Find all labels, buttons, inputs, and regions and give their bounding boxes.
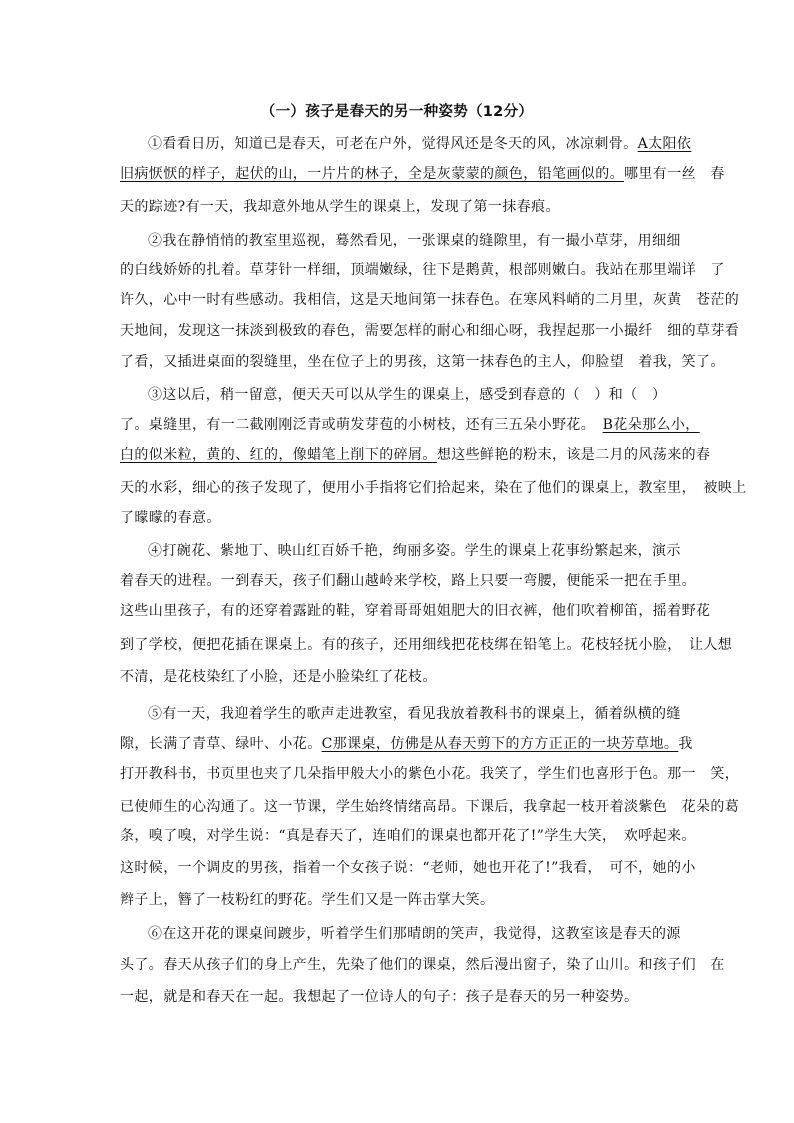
text-segment: ④打碗花、紫地丁、映山红百娇千艳，绚丽多姿。学生的课桌上花事纷繁起来，演示 — [148, 543, 681, 559]
text-segment: 我 — [678, 736, 693, 752]
text-segment: 了。桌缝里，有一二截刚刚泛青或萌发芽苞的小树枝，还有三五朵小野花。 — [120, 417, 603, 433]
underlined-segment: 旧病恹恹的样子，起伏的山，一片片的林子，全是灰蒙蒙的颜色，铅笔画似的。 — [120, 166, 624, 182]
text-segment: 了看，又插进桌面的裂缝里，坐在位子上的男孩，这第一抹春色的主人，仰脸望 着我，笑了。 — [120, 354, 725, 370]
text-segment: 不清，是花枝染红了小脸，还是小脸染红了花枝。 — [120, 669, 437, 685]
text-segment: 了曚曚的春意。 — [120, 510, 221, 526]
text-segment: 这些山里孩子，有的还穿着露趾的鞋，穿着哥哥姐姐肥大的旧衣裤，他们吹着柳笛，摇着野花 — [120, 603, 711, 619]
text-segment: 条，嗅了嗅，对学生说：“真是春天了，连咱们的课桌也都开花了!”学生大笑， 欢呼起来。 — [120, 828, 696, 844]
text-segment: 的白线娇娇的扎着。草芽针一样细，顶端嫩绿，往下是鹅黄，根部则嫩白。我站在那里端详 了 — [120, 262, 725, 278]
text-segment: 许久，心中一时有些感动。我相信，这是天地间第一抹春色。在寒风料峭的二月里，灰黄 苍茫的 — [120, 292, 740, 308]
text-line — [120, 445, 711, 465]
text-segment: 哪里有一丝 春 — [624, 166, 725, 182]
text-segment: ③这以后，稍一留意，便天天可以从学生的课桌上，感受到春意的（ ）和（ ） — [148, 387, 667, 403]
text-line — [148, 541, 680, 561]
text-segment: 辫子上，簪了一枝粉红的野花。学生们又是一阵击掌大笑。 — [120, 892, 495, 908]
text-line — [120, 508, 680, 528]
text-segment: 着春天的进程。一到春天，孩子们翻山越岭来学校，路上只要一弯腰，便能采一把在手里。 — [120, 573, 696, 589]
text-segment: 隙，长满了青草、绿叶、小花。 — [120, 736, 322, 752]
text-line — [148, 924, 680, 944]
text-line — [120, 571, 696, 591]
text-segment: 打开教科书，书页里也夹了几朵指甲般大小的紫色小花。我笑了，学生们也喜形于色。那一 笑， — [120, 766, 740, 782]
text-line — [120, 164, 725, 184]
text-segment: 天的踪迹?有一天，我却意外地从学生的课桌上，发现了第一抹春痕。 — [120, 199, 560, 215]
text-segment: ⑤有一天，我迎着学生的歌声走进教室，看见我放着教科书的课桌上，循着纵横的缝 — [148, 706, 681, 722]
underlined-segment: A太阳依 — [637, 136, 692, 152]
text-line — [120, 352, 725, 372]
text-line — [120, 826, 696, 846]
text-line — [148, 134, 692, 154]
text-line — [148, 231, 680, 251]
text-segment: ②我在静悄悄的教室里巡视，蓦然看见，一张课桌的缝隙里，有一撮小草芽，用细细 — [148, 233, 681, 249]
text-line — [120, 197, 680, 217]
text-line — [120, 890, 680, 910]
text-line — [120, 858, 696, 878]
text-segment: ⑥在这开花的课桌间踱步，听着学生们那晴朗的笑声，我觉得，这教室该是春天的源 — [148, 926, 681, 942]
text-line — [120, 667, 680, 687]
text-line — [120, 321, 740, 341]
text-line — [120, 478, 747, 498]
underlined-segment: B花朵那么小， — [602, 417, 700, 433]
article-title: （一）孩子是春天的另一种姿势（12分） — [260, 104, 534, 120]
text-line — [120, 635, 733, 655]
text-line — [120, 260, 725, 280]
text-segment: 一起，就是和春天在一起。我想起了一位诗人的句子：孩子是春天的另一种姿势。 — [120, 989, 639, 1005]
text-segment: 天的水彩，细心的孩子发现了，便用小手指将它们拾起来，染在了他们的课桌上，教室里， 被映上 — [120, 480, 747, 496]
text-segment: 头了。春天从孩子们的身上产生，先染了他们的课桌，然后漫出窗子，染了山川。和孩子们 在 — [120, 957, 725, 973]
text-line — [120, 955, 725, 975]
text-segment: 已使师生的心沟通了。这一节课，学生始终情绪高昂。下课后，我拿起一枝开着淡紫色 花朵的葛 — [120, 799, 740, 815]
text-line — [120, 797, 740, 817]
text-line — [120, 415, 700, 435]
text-line — [120, 734, 693, 754]
text-segment: ①看看日历，知道已是春天，可老在户外，觉得风还是冬天的风，冰凉刺骨。 — [148, 136, 638, 152]
text-segment: 到了学校，便把花插在课桌上。有的孩子，还用细线把花枝绑在铅笔上。花枝轻抚小脸， 让人想 — [120, 637, 733, 653]
underlined-segment: C那课桌，仿佛是从春天剪下的方方正正的一块芳草地。 — [321, 736, 679, 752]
text-line — [148, 385, 680, 405]
text-line — [120, 290, 740, 310]
text-segment: 这时候，一个调皮的男孩，指着一个女孩子说：“老师，她也开花了!”我看， 可不，她的小 — [120, 860, 696, 876]
text-line — [148, 704, 680, 724]
underlined-segment: 白的似米粒，黄的、红的，像蜡笔上削下的碎屑。 — [120, 447, 437, 463]
text-segment: 天地间，发现这一抹淡到极致的春色，需要怎样的耐心和细心呀，我捏起那一小撮纤 细的草芽看 — [120, 323, 740, 339]
text-line — [120, 601, 711, 621]
text-segment: 想这些鲜艳的粉末，该是二月的风荡来的春 — [436, 447, 711, 463]
text-line — [120, 987, 680, 1007]
text-line — [120, 764, 740, 784]
